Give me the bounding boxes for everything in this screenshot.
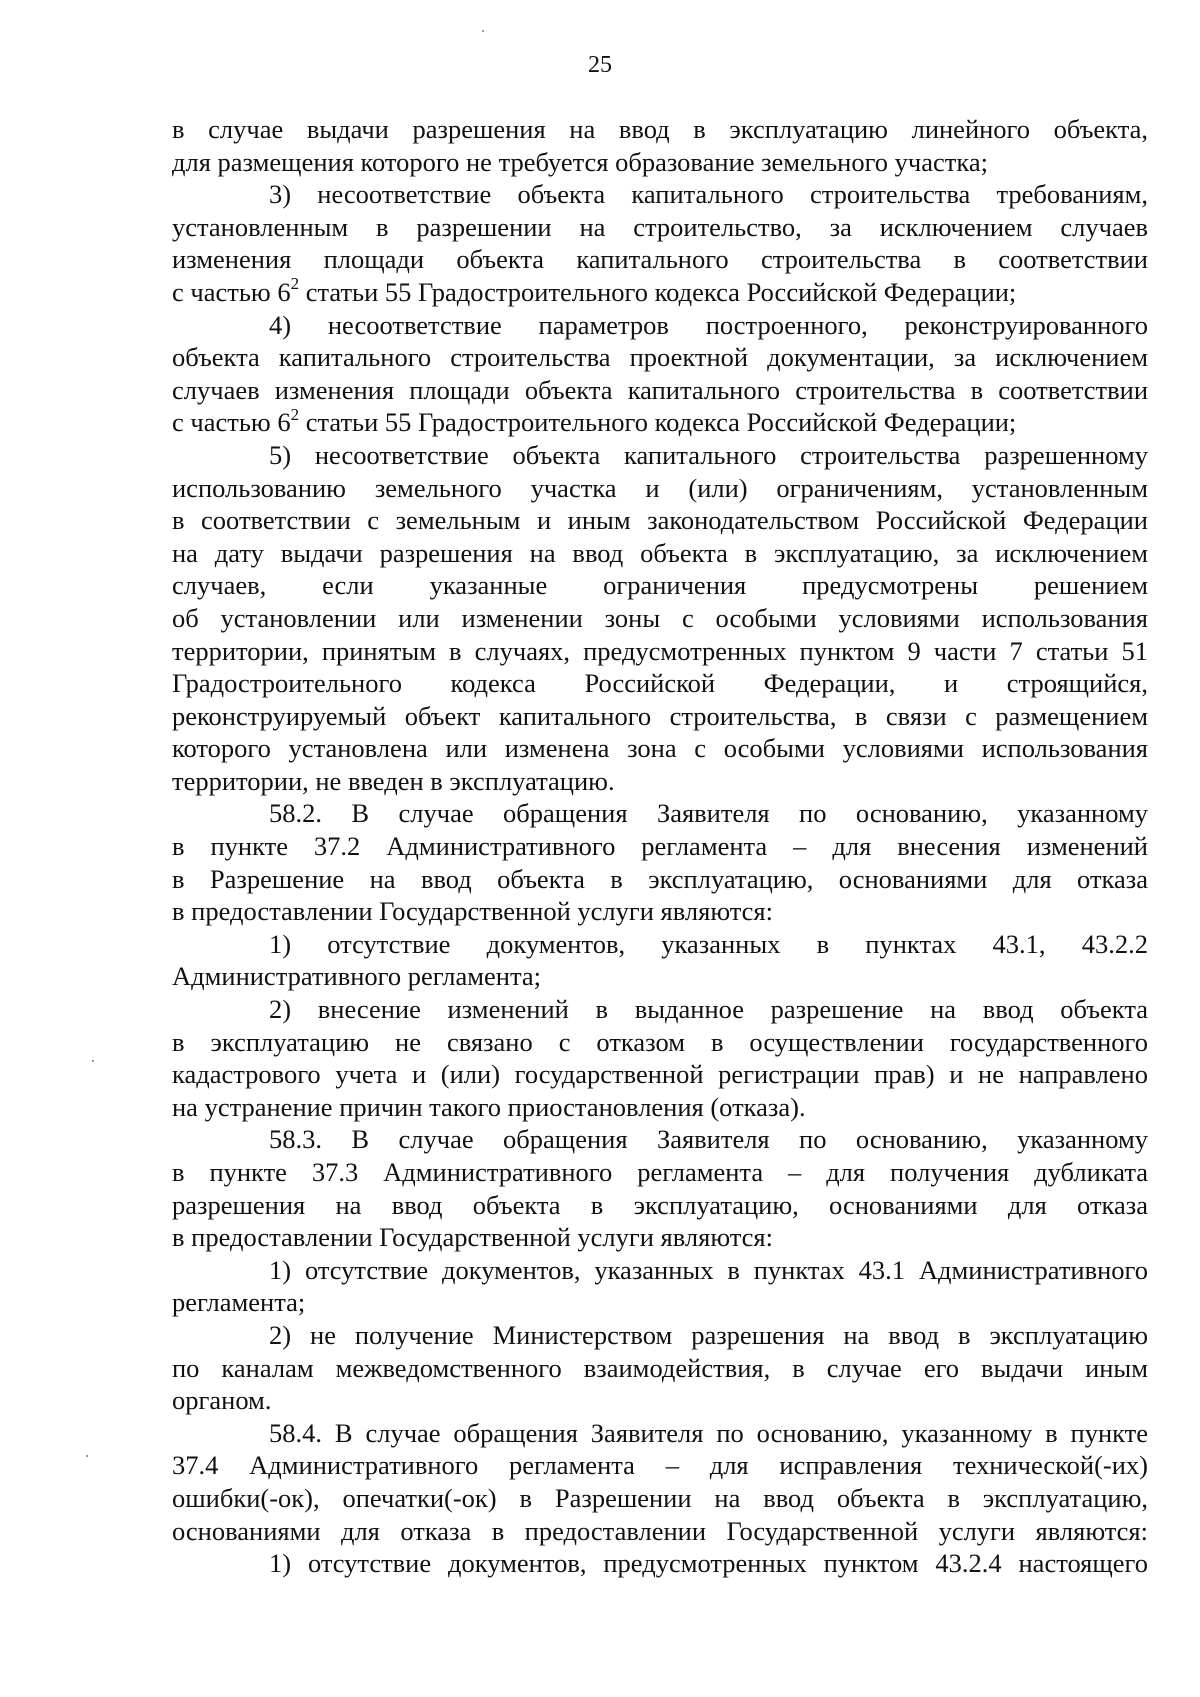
- text-line: на дату выдачи разрешения на ввод объекта в эксплуатацию, за исключением: [172, 537, 1148, 568]
- text-line: территории, не введен в эксплуатацию.: [172, 765, 615, 796]
- scan-speck: [86, 1455, 88, 1457]
- text-line: основаниями для отказа в предоставлении Государственной услуги являются:: [172, 1515, 1148, 1546]
- text-line: в предоставлении Государственной услуги являются:: [172, 1222, 773, 1253]
- text-line: регламента;: [172, 1287, 306, 1318]
- text-line: по каналам межведомственного взаимодействия, в случае его выдачи иным: [172, 1352, 1148, 1383]
- text-line: 5) несоответствие объекта капитального строительства разрешенному: [269, 439, 1148, 470]
- text-line: использованию земельного участка и (или) ограничениям, установленным: [172, 472, 1148, 503]
- document-body: [172, 113, 1148, 1580]
- page-number: 25: [588, 52, 612, 78]
- text-line: в пункте 37.3 Административного регламента – для получения дубликата: [172, 1157, 1148, 1187]
- text-line: [172, 276, 1148, 309]
- text-line: в соответствии с земельным и иным законодательством Российской Федерации: [172, 505, 1148, 536]
- text-line: случаев изменения площади объекта капитального строительства в соответствии: [172, 374, 1148, 405]
- text-line: изменения площади объекта капитального строительства в соответствии: [172, 244, 1148, 275]
- text-line: 2) внесение изменений в выданное разрешение на ввод объекта: [269, 994, 1148, 1025]
- text-line: реконструируемый объект капитального строительства, в связи с размещением: [172, 700, 1148, 731]
- text-line: в предоставлении Государственной услуги являются:: [172, 896, 773, 927]
- superscript: 2: [290, 404, 300, 424]
- text-line: объекта капитального строительства проектной документации, за исключением: [172, 342, 1148, 373]
- scan-speck: [482, 30, 484, 32]
- text-line: 1) отсутствие документов, предусмотренных пунктом 43.2.4 настоящего: [269, 1548, 1148, 1579]
- text-line: на устранение причин такого приостановления (отказа).: [172, 1091, 806, 1122]
- scan-speck: [92, 1060, 94, 1062]
- text-line: 58.2. В случае обращения Заявителя по основанию, указанному: [269, 798, 1148, 829]
- text-line: 1) отсутствие документов, указанных в пунктах 43.1 Административного: [269, 1254, 1148, 1285]
- superscript: 2: [290, 274, 300, 294]
- line-text-pre: с частью 6: [172, 276, 291, 307]
- text-line: установленным в разрешении на строительство, за исключением случаев: [172, 211, 1148, 242]
- text-line: органом.: [172, 1385, 272, 1416]
- text-line: разрешения на ввод объекта в эксплуатацию, основаниями для отказа: [172, 1189, 1148, 1220]
- text-line: 4) несоответствие параметров построенного, реконструированного: [269, 309, 1148, 340]
- line-text-post: статьи 55 Градостроительного кодекса Российской Федерации;: [299, 276, 1017, 307]
- text-line: Градостроительного кодекса Российской Федерации, и строящийся,: [172, 668, 1148, 699]
- text-line: кадастрового учета и (или) государственной регистрации прав) и не направлено: [172, 1059, 1148, 1090]
- text-line: 58.4. В случае обращения Заявителя по основанию, указанному в пункте: [269, 1417, 1148, 1448]
- text-line: 1) отсутствие документов, указанных в пунктах 43.1, 43.2.2: [269, 928, 1148, 959]
- text-line: об установлении или изменении зоны с особыми условиями использования: [172, 602, 1148, 633]
- text-line: в случае выдачи разрешения на ввод в эксплуатацию линейного объекта,: [172, 114, 1148, 144]
- text-line: в пункте 37.2 Административного регламента – для внесения изменений: [172, 831, 1148, 862]
- text-line: [172, 406, 1148, 439]
- text-line: в Разрешение на ввод объекта в эксплуатацию, основаниями для отказа: [172, 863, 1148, 894]
- line-text-pre: с частью 6: [172, 407, 291, 438]
- text-line: ошибки(-ок), опечатки(-ок) в Разрешении на ввод объекта в эксплуатацию,: [172, 1482, 1148, 1513]
- text-line: территории, принятым в случаях, предусмотренных пунктом 9 части 7 статьи 51: [172, 635, 1148, 666]
- line-text-post: статьи 55 Градостроительного кодекса Российской Федерации;: [299, 407, 1017, 438]
- text-line: для размещения которого не требуется образование земельного участка;: [172, 146, 988, 177]
- text-line: Административного регламента;: [172, 961, 541, 992]
- text-line: которого установлена или изменена зона с особыми условиями использования: [172, 733, 1148, 764]
- text-line: 3) несоответствие объекта капитального строительства требованиям,: [269, 179, 1148, 210]
- text-line: 37.4 Административного регламента – для исправления технической(-их): [172, 1450, 1148, 1481]
- text-line: в эксплуатацию не связано с отказом в осуществлении государственного: [172, 1026, 1148, 1057]
- text-line: случаев, если указанные ограничения предусмотрены решением: [172, 570, 1148, 601]
- text-line: 58.3. В случае обращения Заявителя по основанию, указанному: [269, 1124, 1148, 1155]
- text-line: 2) не получение Министерством разрешения на ввод в эксплуатацию: [269, 1319, 1148, 1350]
